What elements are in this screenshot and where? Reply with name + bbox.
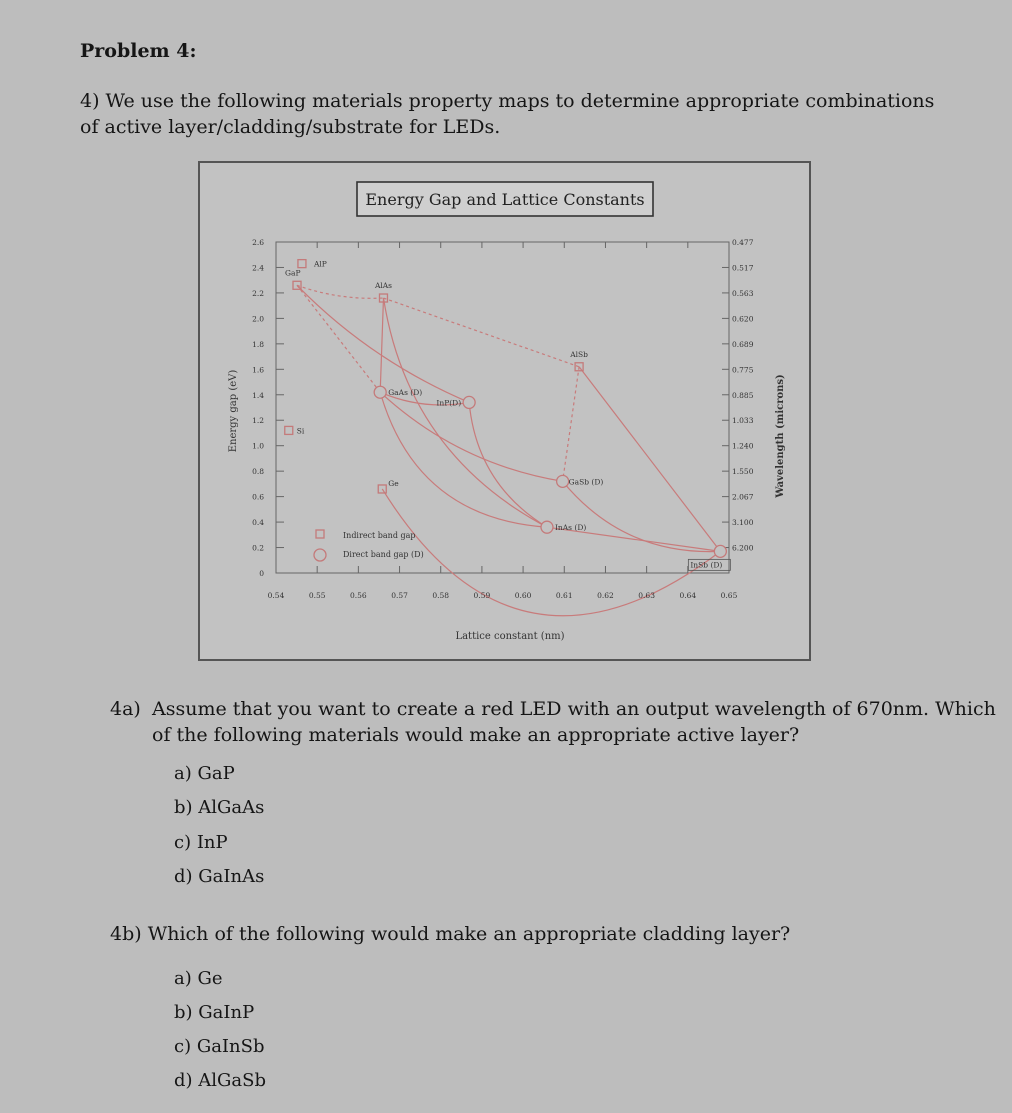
x-tick-label: 0.63 — [638, 591, 655, 600]
alloy-line-alsb-gasb — [563, 367, 579, 482]
point-alp-label: AlP — [313, 259, 327, 269]
alloy-line-gap-alas — [297, 285, 383, 298]
y2-tick-label: 0.689 — [732, 339, 754, 349]
point-gasb-label: GaSb (D) — [568, 477, 604, 487]
y-tick-label: 2.0 — [252, 314, 264, 324]
y2-tick-label: 0.620 — [732, 314, 754, 324]
x-tick-label: 0.57 — [391, 591, 408, 600]
y-tick-label: 2.6 — [252, 238, 264, 247]
q4a-option-d: d) GaInAs — [174, 866, 265, 887]
point-si-square — [285, 426, 293, 434]
x-tick-label: 0.58 — [432, 591, 450, 600]
point-insb-label: InSb (D) — [690, 560, 723, 570]
y-tick-label: 0.2 — [252, 543, 264, 553]
legend-circle-marker — [314, 549, 326, 561]
point-alas-label: AlAs — [374, 281, 393, 291]
q4b-option-d: d) AlGaSb — [174, 1070, 266, 1091]
plot-area — [276, 242, 729, 573]
y2-tick-label: 1.550 — [732, 467, 754, 477]
y-tick-label: 1.6 — [252, 365, 264, 375]
x-tick-label: 0.61 — [555, 591, 573, 600]
y2-tick-label: 0.775 — [732, 365, 754, 375]
point-ge-label: Ge — [388, 478, 399, 488]
y2-tick-label: 1.033 — [732, 416, 754, 426]
q4b-option-c: c) GaInSb — [174, 1036, 265, 1057]
x-tick-label: 0.56 — [350, 591, 367, 600]
alloy-line-alas-alsb — [383, 298, 579, 367]
legend-indirect: Indirect band gap — [343, 531, 416, 540]
alloy-line-alas-gaas — [380, 298, 383, 392]
alloy-line-gap-gaas — [297, 285, 380, 392]
point-gap-label: GaP — [285, 268, 301, 278]
q4b-option-b: b) GaInP — [174, 1002, 255, 1023]
question-4a-label: 4a) — [110, 698, 141, 720]
legend-direct: Direct band gap (D) — [343, 550, 424, 559]
data-points — [285, 260, 731, 571]
point-inp-label: InP(D) — [436, 398, 462, 408]
x-tick-label: 0.59 — [473, 591, 491, 600]
y-tick-label: 1.4 — [252, 390, 264, 400]
problem-title: Problem 4: — [80, 40, 197, 62]
point-gaas-label: GaAs (D) — [388, 388, 423, 398]
y2-tick-label: 0.885 — [732, 390, 754, 400]
problem-intro: 4) We use the following materials property maps to determine appropriate combinations of active layer/cladding/substrate for LEDs. — [80, 90, 935, 138]
y-tick-label: 1.2 — [252, 416, 264, 426]
point-insb-circle — [714, 545, 726, 557]
question-4a-text: Assume that you want to create a red LED with an output wavelength of 670nm. Which of the following materials would make an appropriate active layer? — [152, 698, 996, 746]
point-gaas-circle — [374, 386, 386, 398]
question-4b-text: 4b) Which of the following would make an appropriate cladding layer? — [110, 923, 791, 945]
point-gasb-circle — [557, 475, 569, 487]
alloy-line-inp-inas — [469, 402, 547, 527]
y-tick-label: 0 — [259, 569, 264, 578]
x-tick-label: 0.64 — [679, 591, 697, 600]
q4a-option-b: b) AlGaAs — [174, 797, 265, 818]
x-tick-label: 0.62 — [597, 591, 614, 600]
point-alp-square — [298, 260, 306, 268]
y2-tick-label: 0.563 — [732, 288, 754, 298]
y-tick-label: 0.6 — [252, 492, 264, 502]
point-inas-label: InAs (D) — [554, 523, 587, 533]
q4a-option-a: a) GaP — [174, 763, 235, 784]
q4a-option-c: c) InP — [174, 832, 228, 853]
y-tick-label: 0.4 — [252, 518, 264, 528]
chart-title: Energy Gap and Lattice Constants — [365, 190, 645, 209]
y2-tick-label: 3.100 — [732, 518, 754, 528]
y2-tick-label: 0.477 — [732, 238, 754, 247]
alloy-line-alas-inas — [383, 298, 546, 527]
x-tick-label: 0.60 — [514, 591, 532, 600]
x-tick-label: 0.55 — [308, 591, 326, 600]
q4b-option-a: a) Ge — [174, 968, 223, 989]
y2-tick-label: 2.067 — [732, 492, 754, 502]
x-tick-label: 0.65 — [720, 591, 738, 600]
alloy-lines — [297, 285, 723, 615]
x-tick-label: 0.54 — [267, 591, 285, 600]
legend-square-marker — [316, 530, 324, 538]
point-inas-circle — [541, 521, 553, 533]
point-si-label: Si — [296, 426, 305, 436]
energy-gap-chart — [198, 161, 811, 661]
y-tick-label: 0.8 — [252, 467, 264, 477]
y-tick-label: 1.0 — [252, 441, 264, 451]
y2-axis-label: Wavelength (microns) — [775, 374, 786, 498]
legend — [314, 530, 424, 561]
point-inp-circle — [463, 396, 475, 408]
alloy-line-alsb-insb — [579, 367, 720, 552]
y2-tick-label: 6.200 — [732, 543, 754, 553]
alloy-line-gasb-insb — [563, 481, 721, 551]
point-alsb-label: AlSb — [570, 349, 588, 359]
x-axis-label: Lattice constant (nm) — [455, 631, 565, 642]
y2-tick-label: 0.517 — [732, 263, 754, 273]
y-tick-label: 2.4 — [252, 263, 264, 273]
y2-tick-label: 1.240 — [732, 441, 754, 451]
y-axis-label: Energy gap (eV) — [228, 369, 239, 453]
y-tick-label: 2.2 — [252, 288, 264, 298]
y-tick-label: 1.8 — [252, 339, 264, 349]
alloy-line-gaas-inas — [380, 392, 547, 527]
